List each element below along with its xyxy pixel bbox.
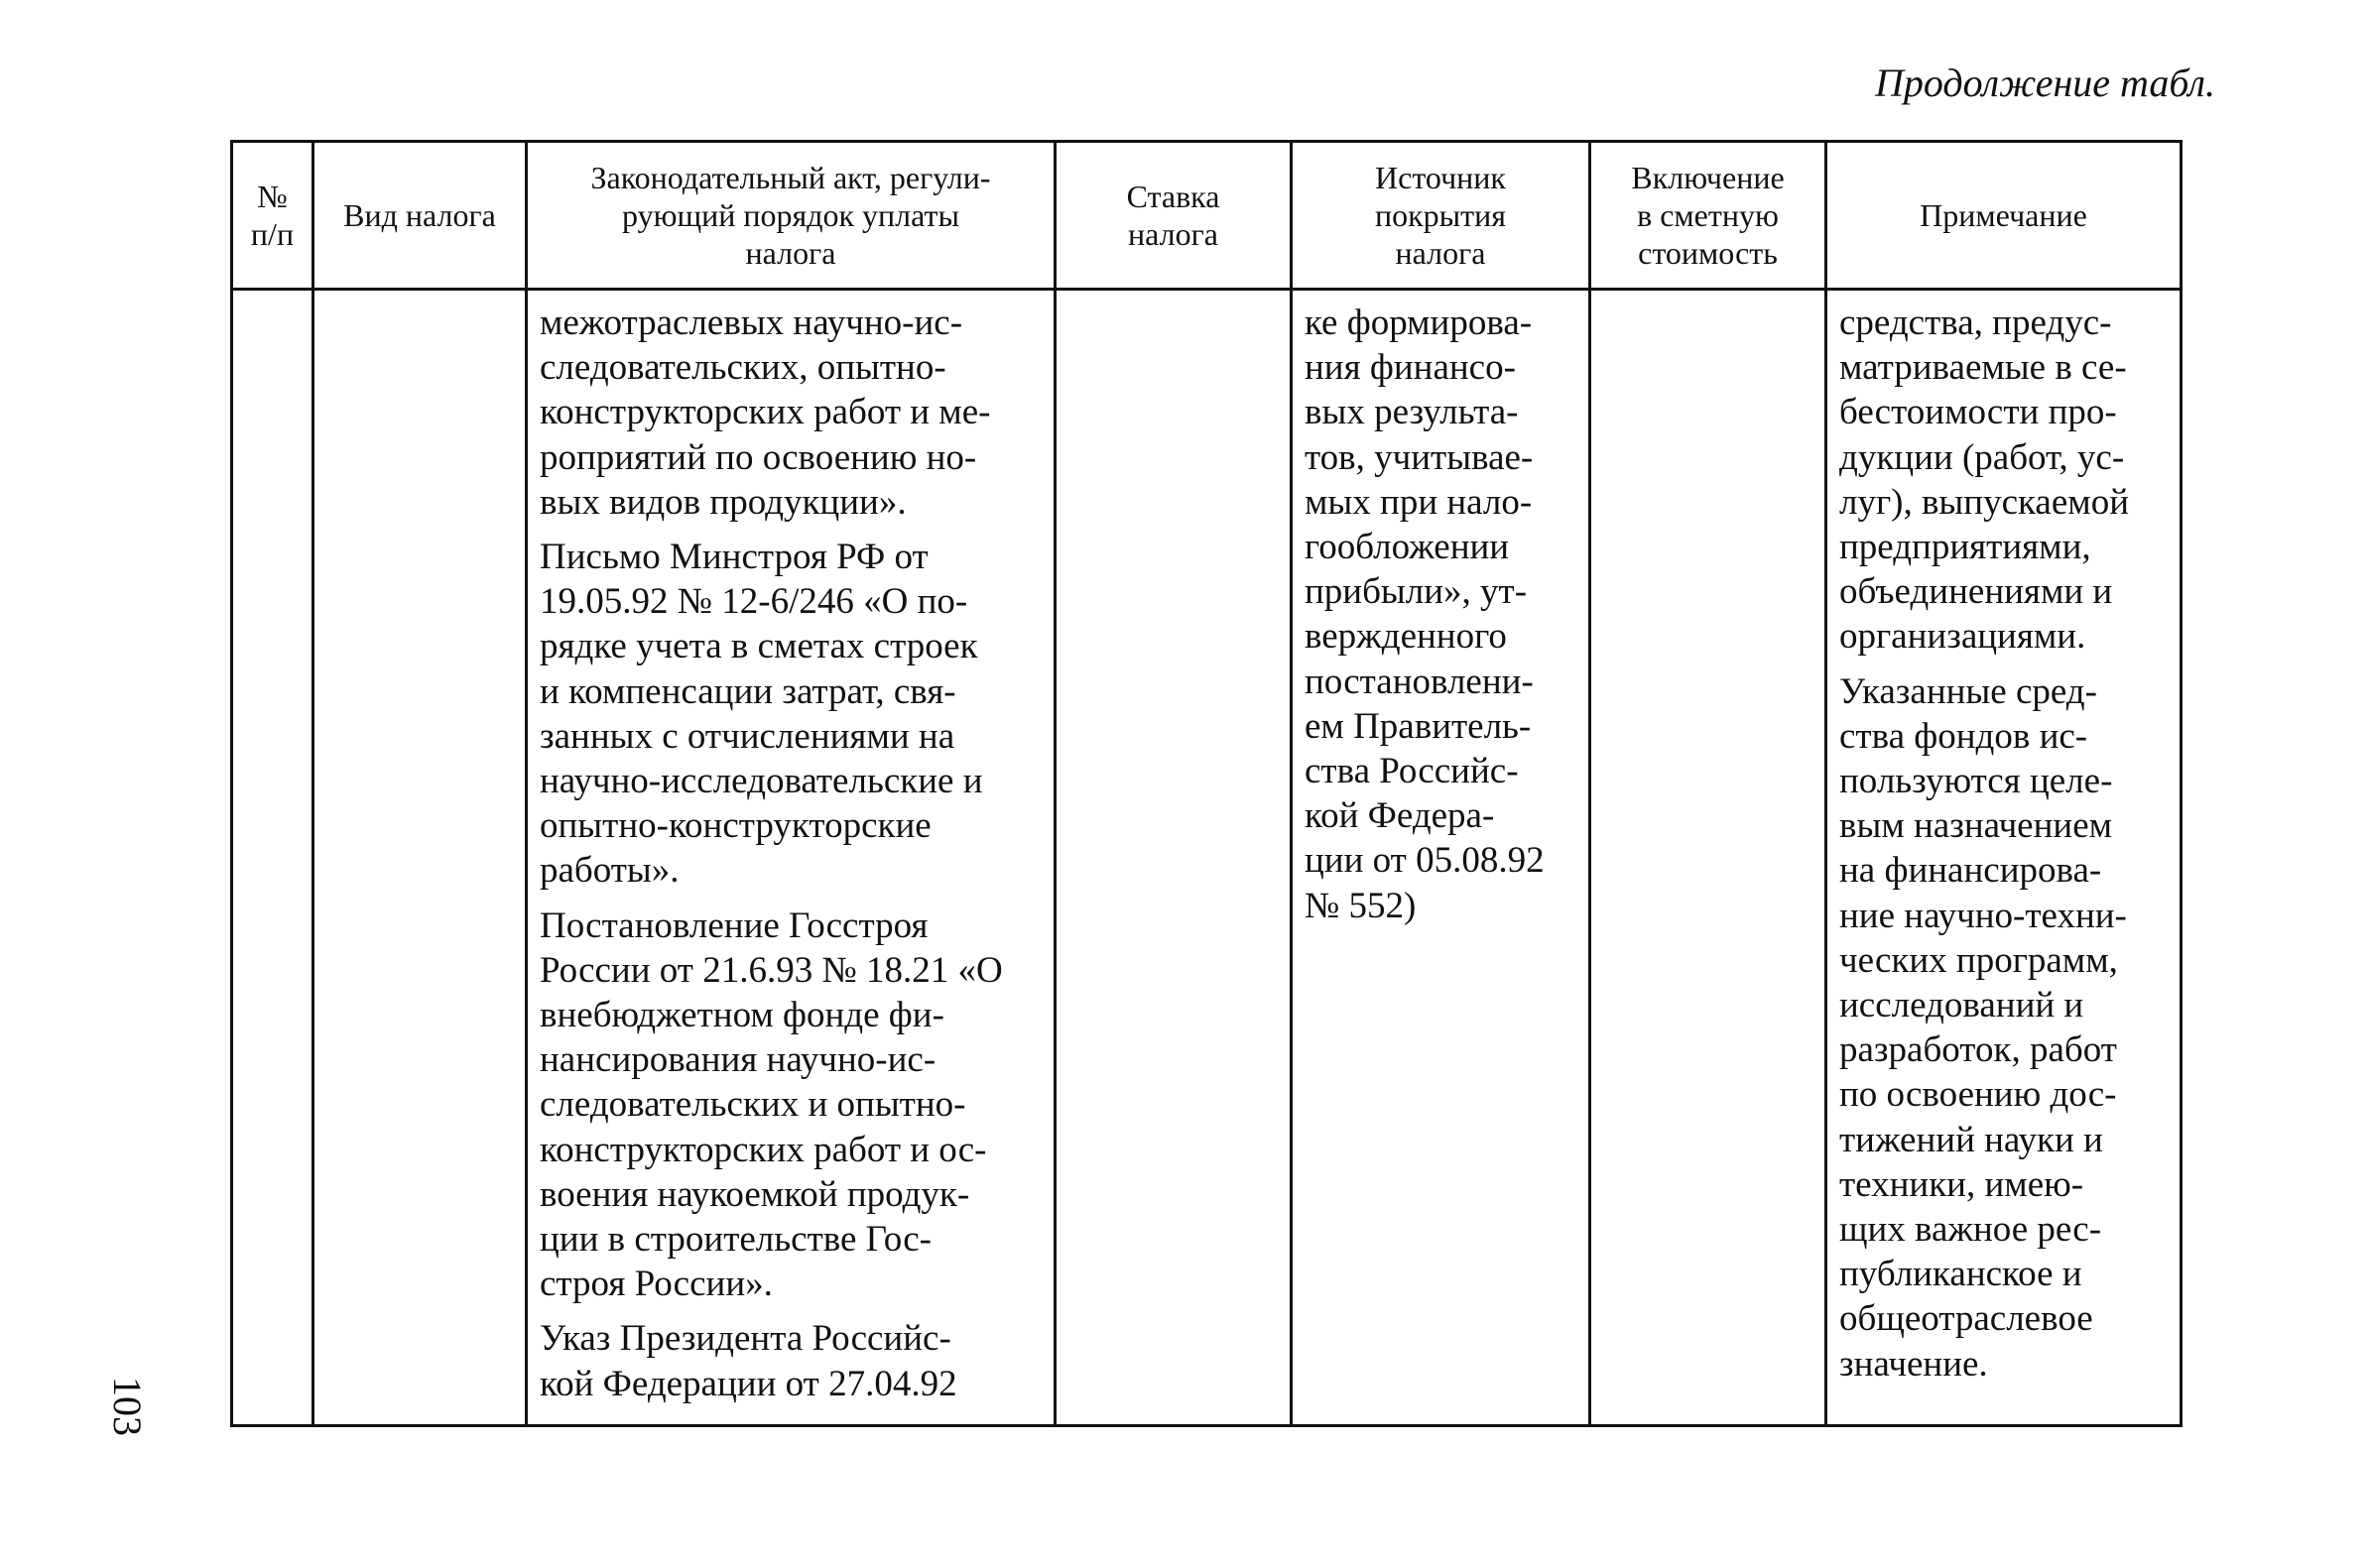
note-paragraph: средства, предус- матриваемые в се- бестоимости про- дукции (работ, ус- луг), выпускаемой предприятиями, объединениями и организациями. [1839, 302, 2129, 658]
cell-rate [1056, 290, 1292, 1426]
legislation-paragraph: межотраслевых научно-ис- следовательских, опытно- конструкторских работ и ме- роприятий по освоению но- вых видов продукции». [540, 302, 991, 523]
header-number: № п/п [232, 142, 313, 290]
legislation-paragraph: Письмо Минстроя РФ от 19.05.92 № 12-6/246 «О по- рядке учета в сметах строек и компенсации затрат, свя- занных с отчислениями на научно-исследовательские и опытно-конструкторские работы». [540, 537, 983, 892]
table-row [232, 290, 2182, 1426]
cell-tax-type [313, 290, 527, 1426]
page-number: 103 [105, 1377, 150, 1436]
header-inclusion: Включение в сметную стоимость [1590, 142, 1826, 290]
legislation-paragraph: Указ Президента Российс- кой Федерации от 27.04.92 [540, 1318, 957, 1404]
table-continuation-label: Продолжение табл. [1874, 60, 2215, 105]
cell-number [232, 290, 313, 1426]
header-note: Примечание [1826, 142, 2182, 290]
cell-source: ке формирова- ния финансо- вых результа- тов, учитывае- мых при нало- гообложении прибыли», ут- вержденного постановлени- ем Правитель- ства Российс- кой Федера- ции от 05.08.92 № 552) [1292, 290, 1590, 1426]
header-source: Источник покрытия налога [1292, 142, 1590, 290]
cell-note [1826, 290, 2182, 1426]
header-rate: Ставка налога [1056, 142, 1292, 290]
legislation-paragraph: Постановление Госстроя России от 21.6.93 № 18.21 «О внебюджетном фонде фи- нансирования научно-ис- следовательских и опытно- конструкторских работ и ос- воения наукоемкой продук- ции в строительстве Гос- строя России». [540, 905, 1003, 1305]
cell-inclusion [1590, 290, 1826, 1426]
cell-legislation [527, 290, 1056, 1426]
header-legislation: Законодательный акт, регули- рующий порядок уплаты налога [527, 142, 1056, 290]
tax-table [230, 140, 2183, 1427]
header-tax-type: Вид налога [313, 142, 527, 290]
note-paragraph: Указанные сред- ства фондов ис- пользуются целе- вым назначением на финансирова- ние научно-техни- ческих программ, исследований и разработок, работ по освоению дос- тижений науки и техники, имею- щих важное рес- публиканское и общеотраслевое значение. [1839, 670, 2127, 1385]
table-header-row [232, 142, 2182, 290]
